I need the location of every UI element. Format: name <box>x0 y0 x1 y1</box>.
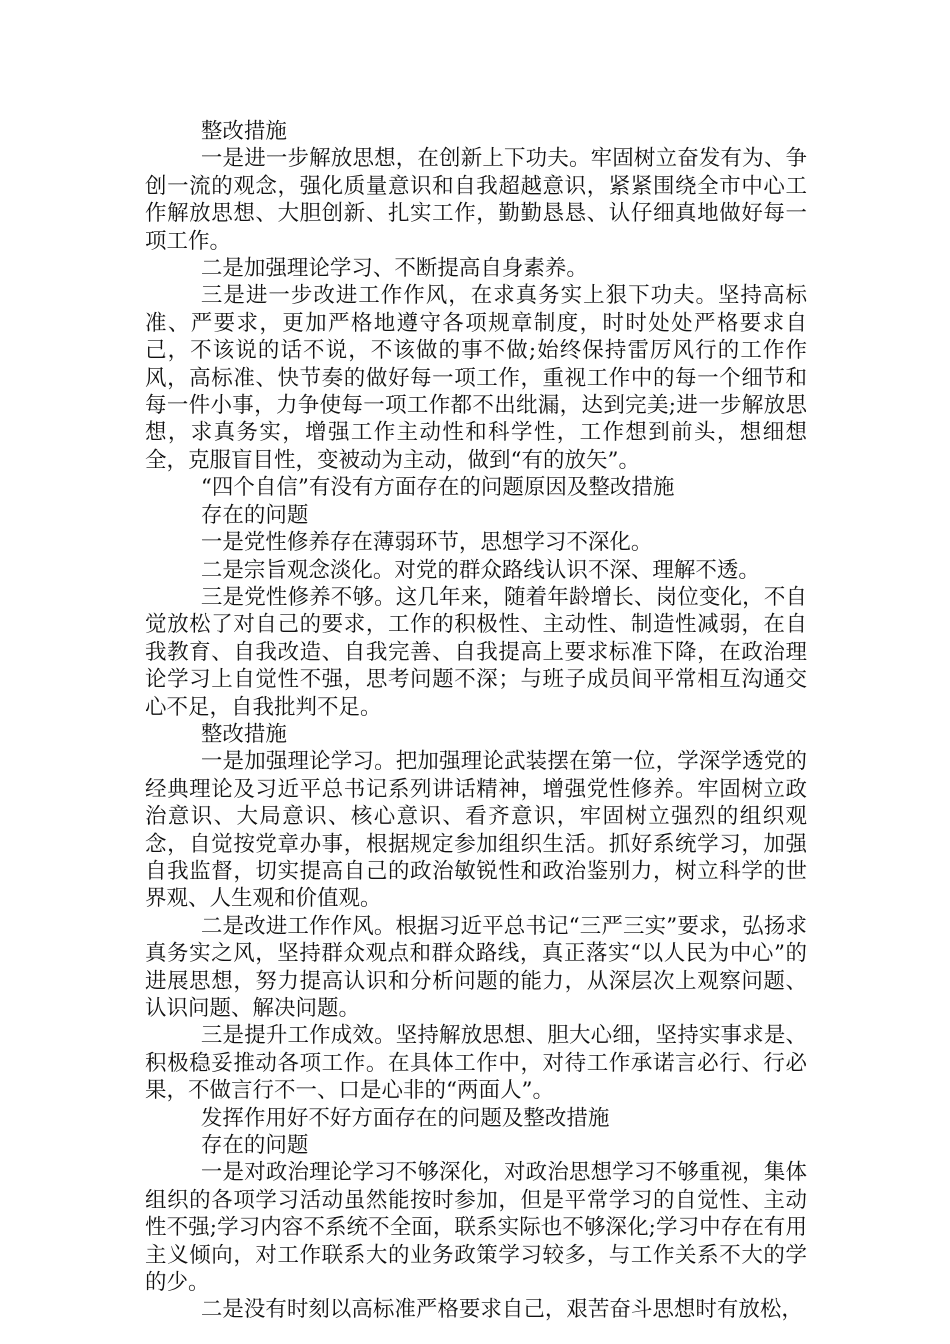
section-heading: 存在的问题 <box>200 1133 309 1159</box>
body-paragraph: 二是改进工作作风。根据习近平总书记“三严三实”要求，弘扬求真务实之风，坚持群众观点和群众路线，真正落实“以人民为中心”的进展思想，努力提高认识和分析问题的能力，从深层次上观察问题、认识问题、解决问题。 <box>145 913 807 1021</box>
section-heading: 发挥作用好不好方面存在的问题及整改措施 <box>200 1105 610 1131</box>
body-paragraph: 二是加强理论学习、不断提高自身素养。 <box>200 256 588 282</box>
section-heading: 整改措施 <box>200 721 287 747</box>
body-paragraph: 一是进一步解放思想，在创新上下功夫。牢固树立奋发有为、争创一流的观念，强化质量意识和自我超越意识，紧紧围绕全市中心工作解放思想、大胆创新、扎实工作，勤勤恳恳、认仔细真地做好每一项工作。 <box>145 146 807 254</box>
document-page <box>145 118 807 1324</box>
section-heading: 存在的问题 <box>200 502 309 528</box>
body-paragraph: 三是党性修养不够。这几年来，随着年龄增长、岗位变化，不自觉放松了对自己的要求，工作的积极性、主动性、制造性减弱，在自我教育、自我改造、自我完善、自我提高上要求标准下降，在政治理论学习上自觉性不强，思考问题不深；与班子成员间平常相互沟通交心不足，自我批判不足。 <box>145 584 807 720</box>
body-paragraph: 二是宗旨观念淡化。对党的群众路线认识不深、理解不透。 <box>200 557 760 583</box>
body-paragraph: 二是没有时刻以高标准严格要求自己，艰苦奋斗思想时有放松， <box>200 1297 803 1323</box>
section-heading: “四个自信”有没有方面存在的问题原因及整改措施 <box>200 475 675 501</box>
body-paragraph: 三是提升工作成效。坚持解放思想、胆大心细，坚持实事求是、积极稳妥推动各项工作。在具体工作中，对待工作承诺言必行、行必果，不做言行不一、口是心非的“两面人”。 <box>145 1023 807 1104</box>
body-paragraph: 一是对政治理论学习不够深化，对政治思想学习不够重视，集体组织的各项学习活动虽然能按时参加，但是平常学习的自觉性、主动性不强;学习内容不系统不全面，联系实际也不够深化;学习中存在有用主义倾向，对工作联系大的业务政策学习较多，与工作关系不大的学的少。 <box>145 1160 807 1296</box>
body-paragraph: 三是进一步改进工作作风，在求真务实上狠下功夫。坚持高标准、严要求，更加严格地遵守各项规章制度，时时处处严格要求自己，不该说的话不说，不该做的事不做;始终保持雷厉风行的工作作风，高标准、快节奏的做好每一项工作，重视工作中的每一个细节和每一件小事，力争使每一项工作都不出纰漏，达到完美;进一步解放思想，求真务实，增强工作主动性和科学性，工作想到前头，想细想全，克服盲目性，变被动为主动，做到“有的放矢”。 <box>145 283 807 473</box>
section-heading: 整改措施 <box>200 119 287 144</box>
body-paragraph: 一是加强理论学习。把加强理论武装摆在第一位，学深学透党的经典理论及习近平总书记系列讲话精神，增强党性修养。牢固树立政治意识、大局意识、核心意识、看齐意识，牢固树立强烈的组织观念，自觉按党章办事，根据规定参加组织生活。抓好系统学习，加强自我监督，切实提高自己的政治敏锐性和政治鉴别力，树立科学的世界观、人生观和价值观。 <box>145 749 807 912</box>
body-paragraph: 一是党性修养存在薄弱环节，思想学习不深化。 <box>200 530 653 556</box>
